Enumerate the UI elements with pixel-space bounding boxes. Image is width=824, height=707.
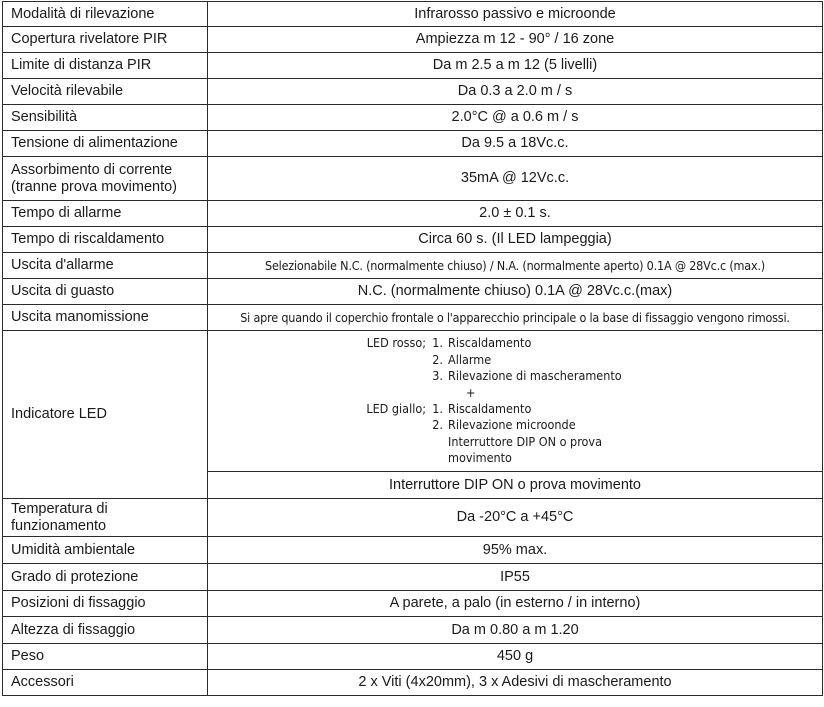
row-value: Ampiezza m 12 - 90° / 16 zone <box>208 27 823 53</box>
table-row <box>3 227 823 253</box>
row-value: Da 9.5 a 18Vc.c. <box>208 131 823 157</box>
row-value: A parete, a palo (in esterno / in interno) <box>208 591 823 617</box>
row-value: 95% max. <box>208 537 823 564</box>
list-number: 3. <box>432 368 443 384</box>
table-row <box>3 105 823 131</box>
table-row <box>3 157 823 201</box>
led-red-item: Rilevazione di mascheramento <box>448 368 622 384</box>
row-label: Accessori <box>3 670 208 696</box>
row-value: 2.0 ± 0.1 s. <box>208 201 823 227</box>
list-number: 2. <box>432 417 443 433</box>
row-label: Tensione di alimentazione <box>3 131 208 157</box>
row-label: Altezza di fissaggio <box>3 617 208 644</box>
row-label: Uscita d'allarme <box>3 253 208 279</box>
row-value: Da -20°C a +45°C <box>208 499 823 537</box>
row-label: Posizioni di fissaggio <box>3 591 208 617</box>
table-row <box>3 201 823 227</box>
led-list-item <box>350 401 680 417</box>
row-label-line-1: Temperatura di <box>11 500 108 517</box>
table-row <box>3 537 823 564</box>
row-label: Uscita di guasto <box>3 279 208 305</box>
row-value: N.C. (normalmente chiuso) 0.1A @ 28Vc.c.(max) <box>208 279 823 305</box>
led-yellow-item: Riscaldamento <box>448 401 532 416</box>
table-row <box>3 79 823 105</box>
led-second-value: Interruttore DIP ON o prova movimento <box>208 472 823 499</box>
table-row <box>3 644 823 670</box>
row-label: Grado di protezione <box>3 564 208 591</box>
row-label: Peso <box>3 644 208 670</box>
table-row <box>3 27 823 53</box>
table-row <box>3 253 823 279</box>
row-value: 2.0°C @ a 0.6 m / s <box>208 105 823 131</box>
table-row <box>3 305 823 331</box>
table-row <box>3 499 823 537</box>
row-value: 35mA @ 12Vc.c. <box>208 157 823 201</box>
list-number: 1. <box>432 401 443 416</box>
led-list-item <box>350 417 680 433</box>
specifications-table <box>2 1 823 696</box>
list-number: 1. <box>432 335 443 351</box>
row-value: Da m 2.5 a m 12 (5 livelli) <box>208 53 823 79</box>
table-row <box>3 617 823 644</box>
table-row <box>3 670 823 696</box>
row-label: Uscita manomissione <box>3 305 208 331</box>
row-value: Da m 0.80 a m 1.20 <box>208 617 823 644</box>
led-red-prefix: LED rosso; <box>366 335 426 351</box>
table-row <box>3 564 823 591</box>
row-label: Sensibilità <box>3 105 208 131</box>
led-yellow-extra: movimento <box>448 450 512 466</box>
row-label <box>3 499 208 537</box>
row-value: Si apre quando il coperchio frontale o l'apparecchio principale o la base di fissaggio vengono rimossi. <box>208 305 823 331</box>
led-list-item <box>350 335 680 351</box>
led-list-item <box>350 434 680 450</box>
row-value: Selezionabile N.C. (normalmente chiuso) / N.A. (normalmente aperto) 0.1A @ 28Vc.c (max.) <box>208 253 823 279</box>
row-label: Umidità ambientale <box>3 537 208 564</box>
led-yellow-extra: Interruttore DIP ON o prova <box>448 433 602 449</box>
table-row <box>3 591 823 617</box>
row-label: Tempo di allarme <box>3 201 208 227</box>
led-list-item <box>350 352 680 368</box>
table-row <box>3 131 823 157</box>
led-list <box>350 335 680 466</box>
list-number: 2. <box>432 351 443 367</box>
row-value: Da 0.3 a 2.0 m / s <box>208 79 823 105</box>
led-yellow-item: Rilevazione microonde <box>448 417 576 433</box>
row-label-line-1: Assorbimento di corrente <box>11 161 173 178</box>
table-row <box>3 53 823 79</box>
row-value: 2 x Viti (4x20mm), 3 x Adesivi di mascheramento <box>208 670 823 696</box>
row-label: Copertura rivelatore PIR <box>3 27 208 53</box>
row-value: Infrarosso passivo e microonde <box>208 2 823 27</box>
row-label: Modalità di rilevazione <box>3 2 208 27</box>
row-label <box>3 157 208 201</box>
row-label: Velocità rilevabile <box>3 79 208 105</box>
row-label-line-2: (tranne prova movimento) <box>11 178 178 195</box>
row-label: Limite di distanza PIR <box>3 53 208 79</box>
row-label: Tempo di riscaldamento <box>3 227 208 253</box>
row-value: 450 g <box>208 644 823 670</box>
table-row <box>3 279 823 305</box>
led-list-item <box>350 450 680 466</box>
led-plus-sign: + <box>466 384 476 400</box>
row-label-line-2: funzionamento <box>11 517 107 534</box>
led-indicator-label: Indicatore LED <box>3 331 208 499</box>
led-red-item: Allarme <box>448 351 492 367</box>
table-row-led <box>3 331 823 472</box>
table-row <box>3 2 823 27</box>
row-value: Circa 60 s. (Il LED lampeggia) <box>208 227 823 253</box>
led-indicator-value <box>208 331 823 472</box>
led-yellow-prefix: LED giallo; <box>366 401 426 416</box>
led-red-item: Riscaldamento <box>448 335 532 351</box>
led-list-item <box>350 368 680 384</box>
row-value: IP55 <box>208 564 823 591</box>
